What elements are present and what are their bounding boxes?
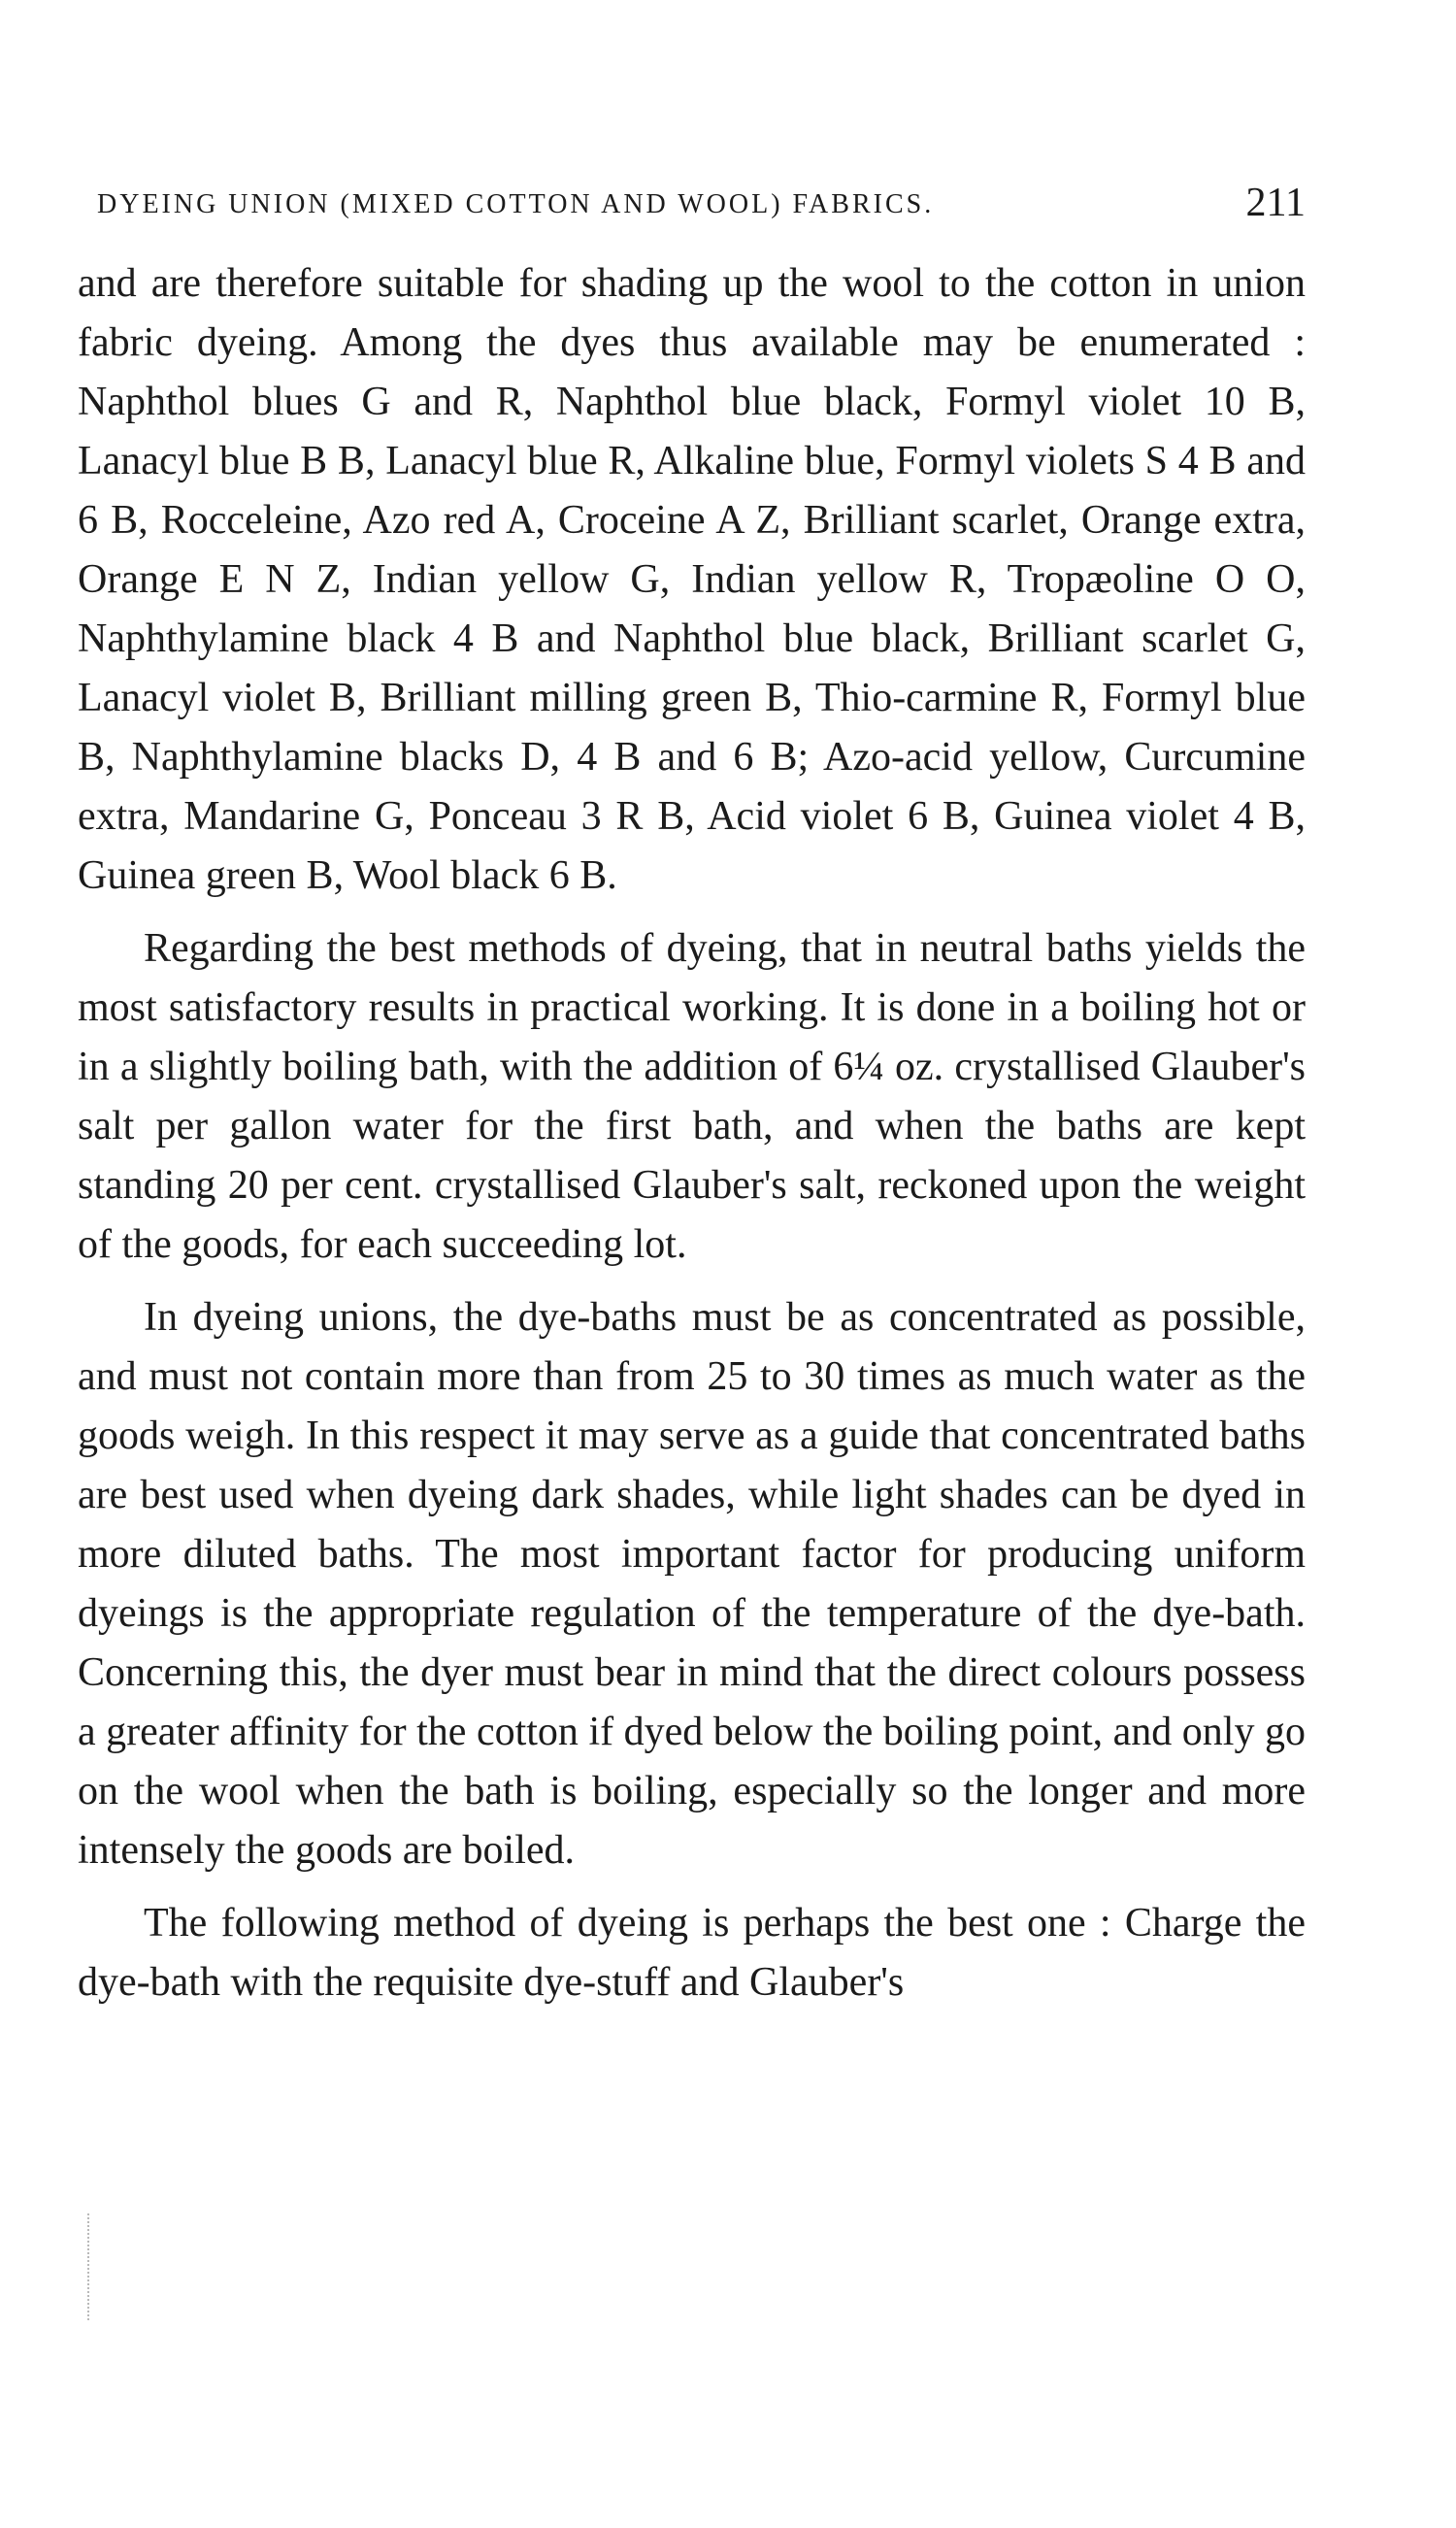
- book-page: [78, 0, 1306, 2528]
- paragraph-neutral-baths: Regarding the best methods of dyeing, that in neutral baths yields the most satisfactory results in practical working. It is done in a boiling hot or in a slightly boiling bath, with the addition of 6¼ oz. crystallised Glauber's salt per gallon water for the first bath, and when the baths are kept standing 20 per cent. crystallised Glauber's salt, reckoned upon the weight of the goods, for each succeeding lot.: [78, 926, 1306, 1267]
- body-text: [78, 254, 1306, 2026]
- page-number: 211: [1245, 181, 1306, 225]
- margin-mark: [87, 2213, 90, 2320]
- running-head: [97, 180, 1306, 238]
- paragraph-following-method: The following method of dyeing is perhaps the best one : Charge the dye-bath with the requisite dye-stuff and Glauber's: [78, 1901, 1306, 2005]
- running-title: DYEING UNION (MIXED COTTON AND WOOL) FABRICS.: [97, 189, 935, 219]
- paragraph-dyeing-unions: In dyeing unions, the dye-baths must be as concentrated as possible, and must not contain more than from 25 to 30 times as much water as the goods weigh. In this respect it may serve as a guide that concentrated baths are best used when dyeing dark shades, while light shades can be dyed in more diluted baths. The most important factor for producing uniform dyeings is the appropriate regulation of the temperature of the dye-bath. Concerning this, the dyer must bear in mind that the direct colours possess a greater affinity for the cotton if dyed below the boiling point, and only go on the wool when the bath is boiling, especially so the longer and more intensely the goods are boiled.: [78, 1295, 1306, 1873]
- paragraph-dye-list: and are therefore suitable for shading up the wool to the cotton in union fabric dyeing. Among the dyes thus available may be enumerated : Naphthol blues G and R, Naphthol blue black, Formyl violet 10 B, Lanacyl blue B B, Lanacyl blue R, Alkaline blue, Formyl violets S 4 B and 6 B, Rocceleine, Azo red A, Croceine A Z, Brilliant scarlet, Orange extra, Orange E N Z, Indian yellow G, Indian yellow R, Tropæoline O O, Naphthylamine black 4 B and Naphthol blue black, Brilliant scarlet G, Lanacyl violet B, Brilliant milling green B, Thio-carmine R, Formyl blue B, Naphthylamine blacks D, 4 B and 6 B; Azo-acid yellow, Curcumine extra, Mandarine G, Ponceau 3 R B, Acid violet 6 B, Guinea violet 4 B, Guinea green B, Wool black 6 B.: [78, 261, 1306, 898]
